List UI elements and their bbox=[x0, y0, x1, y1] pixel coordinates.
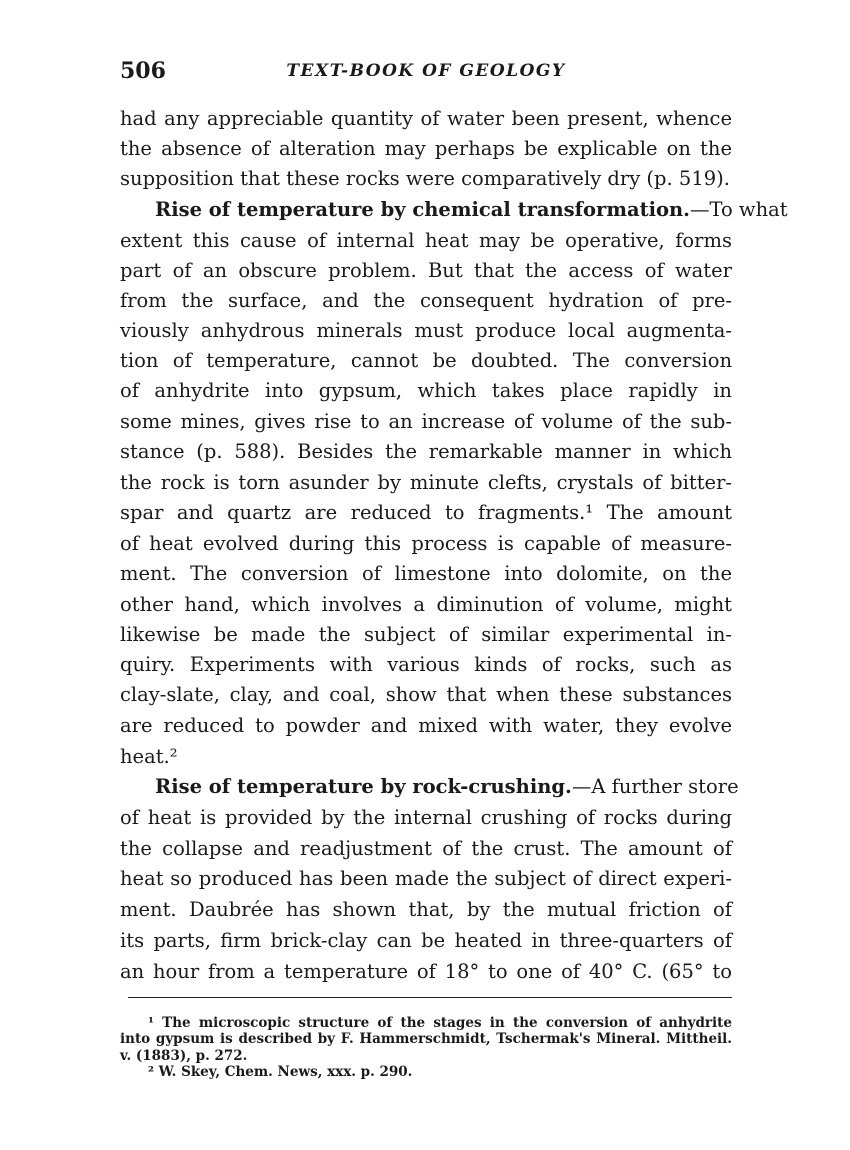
text-line: ment. Daubrée has shown that, by the mutual friction of bbox=[120, 898, 732, 921]
footnote-line: into gypsum is described by F. Hammerschmidt, Tschermak's Mineral. Mittheil. bbox=[120, 1031, 732, 1047]
text-line: clay-slate, clay, and coal, show that when these substances bbox=[120, 683, 732, 706]
running-title: TEXT-BOOK OF GEOLOGY bbox=[286, 61, 566, 81]
page-number: 506 bbox=[120, 58, 166, 84]
section-heading: Rise of temperature by rock-crushing. bbox=[155, 775, 572, 798]
text-line: supposition that these rocks were comparatively dry (p. 519). bbox=[120, 167, 730, 190]
text-line: stance (p. 588). Besides the remarkable manner in which bbox=[120, 440, 732, 463]
footnote-line: ² W. Skey, Chem. News, xxx. p. 290. bbox=[148, 1064, 413, 1080]
text-line: the rock is torn asunder by minute clefts, crystals of bitter- bbox=[120, 471, 732, 494]
text-line: quiry. Experiments with various kinds of rocks, such as bbox=[120, 653, 732, 676]
text-line: heat so produced has been made the subject of direct experi- bbox=[120, 867, 732, 890]
text-line: heat.² bbox=[120, 745, 178, 768]
text-line: of anhydrite into gypsum, which takes place rapidly in bbox=[120, 379, 732, 402]
text-line: the absence of alteration may perhaps be explicable on the bbox=[120, 137, 732, 160]
text-line: are reduced to powder and mixed with water, they evolve bbox=[120, 714, 732, 737]
text-line: of heat evolved during this process is capable of measure- bbox=[120, 532, 732, 555]
text-run: —To what bbox=[689, 198, 788, 221]
section-heading-line bbox=[155, 195, 788, 225]
text-line: some mines, gives rise to an increase of volume of the sub- bbox=[120, 410, 732, 433]
text-line: had any appreciable quantity of water been present, whence bbox=[120, 107, 732, 130]
text-line: spar and quartz are reduced to fragments.¹ The amount bbox=[120, 501, 732, 524]
footnote-line: v. (1883), p. 272. bbox=[120, 1048, 248, 1064]
text-line: part of an obscure problem. But that the access of water bbox=[120, 259, 732, 282]
text-line: from the surface, and the consequent hydration of pre- bbox=[120, 289, 732, 312]
text-run: —A further store bbox=[571, 775, 739, 798]
footnote-divider bbox=[128, 997, 732, 998]
text-line: other hand, which involves a diminution of volume, might bbox=[120, 593, 732, 616]
text-line: tion of temperature, cannot be doubted. The conversion bbox=[120, 349, 732, 372]
text-line: likewise be made the subject of similar experimental in- bbox=[120, 623, 732, 646]
footnote-line: ¹ The microscopic structure of the stages in the conversion of anhydrite bbox=[148, 1015, 732, 1031]
text-line: viously anhydrous minerals must produce local augmenta- bbox=[120, 319, 732, 342]
section-heading-line bbox=[155, 772, 739, 802]
section-heading: Rise of temperature by chemical transformation. bbox=[155, 198, 690, 221]
text-line: its parts, firm brick-clay can be heated in three-quarters of bbox=[120, 929, 732, 952]
page-header bbox=[120, 58, 732, 88]
text-line: of heat is provided by the internal crushing of rocks during bbox=[120, 806, 732, 829]
text-line: an hour from a temperature of 18° to one of 40° C. (65° to bbox=[120, 960, 732, 983]
text-line: the collapse and readjustment of the crust. The amount of bbox=[120, 837, 732, 860]
text-line: ment. The conversion of limestone into dolomite, on the bbox=[120, 562, 732, 585]
text-line: extent this cause of internal heat may be operative, forms bbox=[120, 229, 732, 252]
